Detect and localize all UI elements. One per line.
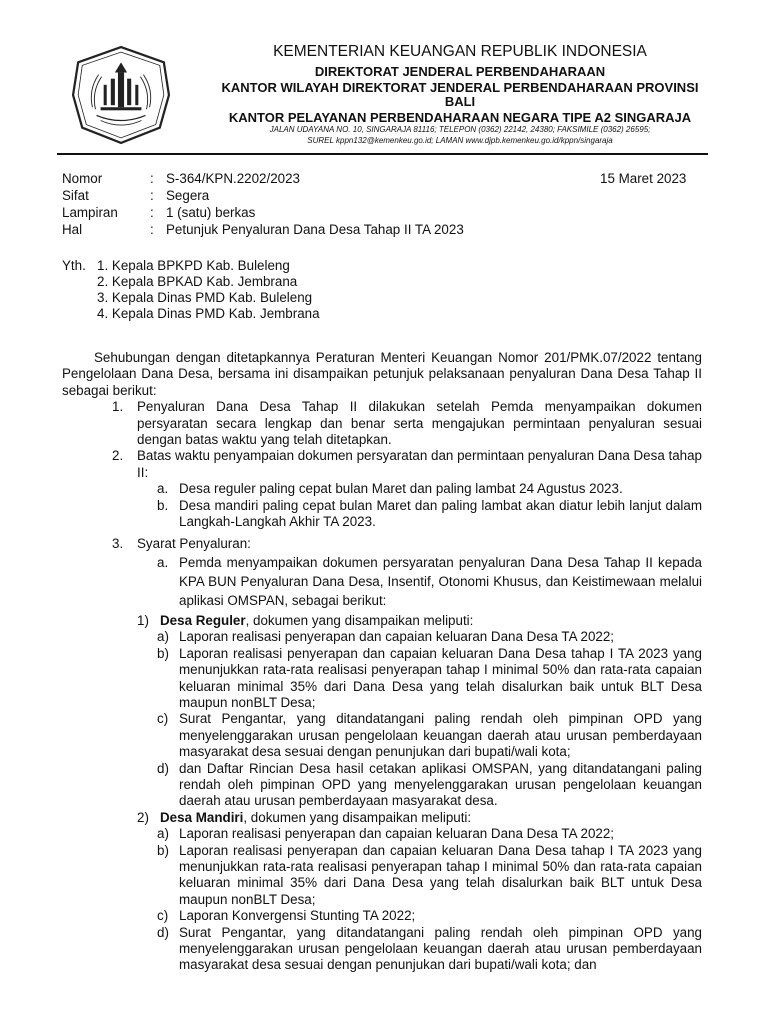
regional-office-line2: BALI bbox=[444, 94, 476, 109]
section-title: Desa Reguler bbox=[160, 612, 246, 628]
item-text: Laporan realisasi penyerapan dan capaian keluaran Dana Desa TA 2022; bbox=[179, 629, 615, 645]
item-number: b) bbox=[157, 645, 169, 661]
list-item bbox=[62, 646, 702, 712]
list-item bbox=[62, 761, 702, 810]
list-item-desa-mandiri bbox=[62, 810, 702, 826]
item-number: a) bbox=[157, 629, 169, 645]
item-text: Surat Pengantar, yang ditandatangani paling rendah oleh pimpinan OPD yang menyelenggarakan urusan pengelolaan keuangan daerah atau urusan pemberdayaan masyarakat desa sesuai dengan penunjukan dari bupati/wali kota; dan bbox=[179, 924, 702, 973]
meta-colon: : bbox=[150, 188, 154, 203]
meta-label: Lampiran bbox=[62, 205, 118, 220]
recipient-item: 1. Kepala BPKPD Kab. Buleleng bbox=[97, 258, 290, 273]
item-text: dan Daftar Rincian Desa hasil cetakan aplikasi OMSPAN, yang ditandatangani paling rendah oleh pimpinan OPD yang menyelenggarakan urusan pengelolaan keuangan daerah atau urusan pemberdayaan masyarakat desa. bbox=[179, 760, 702, 809]
section-title: Desa Mandiri bbox=[160, 809, 244, 825]
item-text: Desa mandiri paling cepat bulan Maret dan paling lambat akan diatur lebih lanjut dalam Langkah-Langkah Akhir TA 2023. bbox=[179, 497, 702, 530]
kemenkeu-emblem-icon bbox=[70, 44, 172, 146]
letter-date: 15 Maret 2023 bbox=[600, 171, 687, 186]
address-line1: JALAN UDAYANA NO. 10, SINGARAJA 81116; TELEPON (0362) 22142, 24380; FAKSIMILE (0362) 26595; bbox=[269, 125, 651, 134]
letterhead-divider bbox=[57, 153, 708, 155]
list-item bbox=[62, 553, 702, 610]
item-text: Batas waktu penyampaian dokumen persyaratan dan permintaan penyaluran Dana Desa tahap II: bbox=[137, 448, 703, 480]
letter-body bbox=[62, 350, 702, 974]
meta-colon: : bbox=[150, 171, 154, 186]
service-office-name: KANTOR PELAYANAN PERBENDAHARAAN NEGARA TIPE A2 SINGARAJA bbox=[228, 110, 692, 125]
item-text: Laporan Konvergensi Stunting TA 2022; bbox=[179, 908, 416, 924]
item-number: c) bbox=[157, 711, 169, 727]
list-item bbox=[62, 908, 702, 924]
section-rest: , dokumen yang disampaikan meliputi: bbox=[245, 612, 474, 628]
item-text: Syarat Penyaluran: bbox=[137, 536, 251, 552]
item-number: a) bbox=[157, 826, 169, 842]
list-item bbox=[62, 399, 702, 448]
meta-label: Hal bbox=[62, 222, 83, 237]
item-text: Laporan realisasi penyerapan dan capaian keluaran Dana Desa TA 2022; bbox=[179, 826, 615, 842]
item-number: 2) bbox=[137, 809, 149, 825]
meta-colon: : bbox=[150, 222, 154, 237]
recipient-item: 3. Kepala Dinas PMD Kab. Buleleng bbox=[97, 290, 313, 305]
item-number: c) bbox=[157, 908, 169, 924]
item-text bbox=[160, 810, 702, 826]
item-number: 1) bbox=[137, 612, 149, 628]
item-number: b. bbox=[157, 497, 169, 513]
directorate-name: DIREKTORAT JENDERAL PERBENDAHARAAN bbox=[314, 64, 606, 79]
item-text: Laporan realisasi penyerapan dan capaian keluaran Dana Desa tahap I TA 2023 yang menunjukkan rata-rata realisasi penyerapan tahap I minimal 50% dan rata-rata capaian keluaran minimal 35% dari Dana Desa yang telah disalurkan baik untuk BLT Desa maupun nonBLT Desa; bbox=[179, 645, 702, 710]
item-number: 2. bbox=[112, 448, 124, 464]
list-item bbox=[62, 536, 702, 552]
regional-office-line1: KANTOR WILAYAH DIREKTORAT JENDERAL PERBENDAHARAAN PROVINSI bbox=[221, 80, 699, 95]
item-text: Laporan realisasi penyerapan dan capaian keluaran Dana Desa tahap I TA 2023 yang menunjukkan rata-rata realisasi penyerapan tahap I minimal 50% dan rata-rata capaian keluaran minimal 35% dari Dana Desa yang telah disalurkan baik BLT untuk Desa maupun nonBLT Desa; bbox=[179, 842, 702, 907]
item-number: 1. bbox=[112, 399, 124, 415]
address-line2: SUREL kppn132@kemenkeu.go.id; LAMAN www.djpb.kemenkeu.go.id/kppn/singaraja bbox=[307, 136, 613, 145]
meta-value: Petunjuk Penyaluran Dana Desa Tahap II TA 2023 bbox=[166, 222, 464, 237]
list-item bbox=[62, 711, 702, 760]
meta-value: 1 (satu) berkas bbox=[166, 205, 256, 220]
ministry-name: KEMENTERIAN KEUANGAN REPUBLIK INDONESIA bbox=[273, 43, 647, 60]
item-number: b) bbox=[157, 842, 169, 858]
recipient-item: 4. Kepala Dinas PMD Kab. Jembrana bbox=[97, 306, 320, 321]
item-text: Penyaluran Dana Desa Tahap II dilakukan setelah Pemda menyampaikan dokumen persyaratan secara lengkap dan benar serta mengajukan permintaan penyaluran sesuai dengan batas waktu yang telah ditetapkan. bbox=[137, 399, 702, 448]
list-item bbox=[62, 843, 702, 909]
list-item bbox=[62, 629, 702, 645]
list-item bbox=[62, 826, 702, 842]
meta-label: Nomor bbox=[62, 171, 103, 186]
item-number: d) bbox=[157, 924, 169, 940]
meta-colon: : bbox=[150, 205, 154, 220]
meta-value: S-364/KPN.2202/2023 bbox=[166, 171, 301, 186]
list-item-desa-reguler bbox=[62, 613, 702, 629]
item-number: a. bbox=[157, 481, 169, 497]
salutation: Yth. bbox=[62, 258, 86, 273]
intro-paragraph: Sehubungan dengan ditetapkannya Peraturan Menteri Keuangan Nomor 201/PMK.07/2022 tentang Pengelolaan Dana Desa, bersama ini disampaikan petunjuk pelaksanaan penyaluran Dana Desa Tahap II sebagai berikut: bbox=[62, 350, 702, 398]
item-number: d) bbox=[157, 760, 169, 776]
section-rest: , dokumen yang disampaikan meliputi: bbox=[243, 809, 472, 825]
item-text: Surat Pengantar, yang ditandatangani paling rendah oleh pimpinan OPD yang menyelenggarakan urusan pengelolaan keuangan daerah atau urusan pemberdayaan masyarakat desa sesuai dengan penunjukan dari bupati/wali kota; bbox=[179, 711, 702, 760]
item-text: Desa reguler paling cepat bulan Maret dan paling lambat 24 Agustus 2023. bbox=[179, 481, 623, 497]
item-number: a. bbox=[157, 554, 169, 570]
item-text: Pemda menyampaikan dokumen persyaratan penyaluran Dana Desa Tahap II kepada KPA BUN Penyaluran Dana Desa, Insentif, Otonomi Khusus, dan Keistimewaan melalui aplikasi OMSPAN, sebagai berikut: bbox=[179, 554, 702, 608]
list-item bbox=[62, 925, 702, 974]
item-text bbox=[160, 613, 702, 629]
list-item bbox=[62, 481, 702, 497]
meta-label: Sifat bbox=[62, 188, 89, 203]
meta-value: Segera bbox=[166, 188, 210, 203]
recipient-item: 2. Kepala BPKAD Kab. Jembrana bbox=[97, 274, 298, 289]
list-item bbox=[62, 448, 702, 481]
list-item bbox=[62, 498, 702, 531]
item-number: 3. bbox=[112, 536, 124, 552]
